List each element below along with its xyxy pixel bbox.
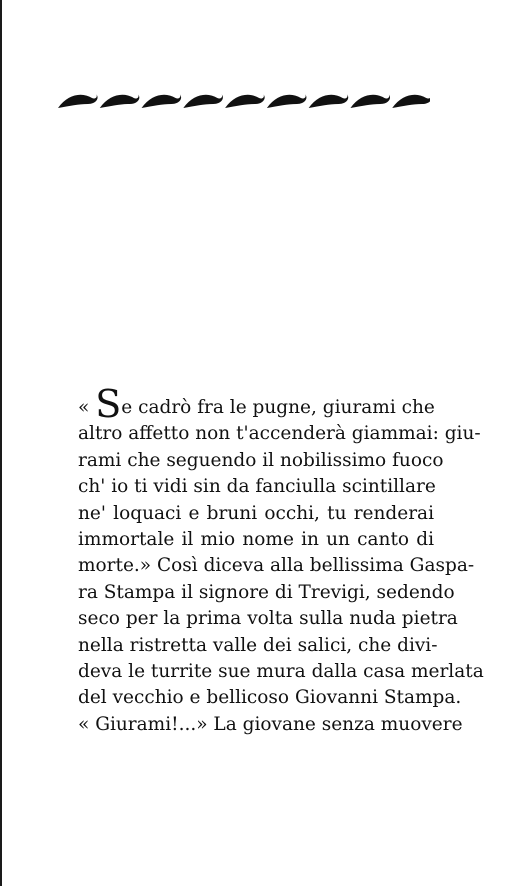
wave-ornament-piece bbox=[392, 94, 430, 108]
passage-line-3: rami che seguendo il nobilissimo fuoco bbox=[78, 449, 444, 471]
wave-ornament-piece bbox=[58, 94, 98, 108]
passage-line-9: seco per la prima volta sulla nuda pietra bbox=[78, 608, 458, 630]
passage-line-4: ch' io ti vidi sin da fanciulla scintillare bbox=[78, 476, 436, 498]
passage-line-13: « Giurami!...» La giovane senza muovere bbox=[78, 713, 463, 735]
passage-line-10: nella ristretta valle dei salici, che divi- bbox=[78, 634, 438, 656]
wave-ornament-piece bbox=[183, 94, 223, 108]
passage-line-2: altro affetto non t'accenderà giammai: giu- bbox=[78, 423, 481, 445]
wave-ornament-piece bbox=[142, 94, 182, 108]
wave-ornament bbox=[54, 84, 430, 118]
wave-ornament-piece bbox=[350, 94, 390, 108]
passage-line-12: del vecchio e bellicoso Giovanni Stampa. bbox=[78, 687, 462, 709]
passage-line-5: ne' loquaci e bruni occhi, tu renderai bbox=[78, 502, 434, 524]
opening-quote: « bbox=[78, 397, 90, 418]
wave-ornament-piece bbox=[309, 94, 349, 108]
drop-cap: S bbox=[95, 382, 122, 426]
passage-text bbox=[78, 382, 484, 738]
wave-ornament-piece bbox=[100, 94, 140, 108]
passage-line-6: immortale il mio nome in un canto di bbox=[78, 529, 434, 551]
wave-ornament-piece bbox=[267, 94, 307, 108]
wave-ornament-piece bbox=[225, 94, 265, 108]
line-text: e cadrò fra le pugne, giurami che bbox=[121, 397, 435, 418]
passage-line-1 bbox=[78, 382, 435, 426]
passage-line-7: morte.» Così diceva alla bellissima Gaspa- bbox=[78, 555, 475, 577]
passage-line-8: ra Stampa il signore di Trevigi, sedendo bbox=[78, 581, 455, 603]
passage-line-11: deva le turrite sue mura dalla casa merlata bbox=[78, 661, 484, 683]
